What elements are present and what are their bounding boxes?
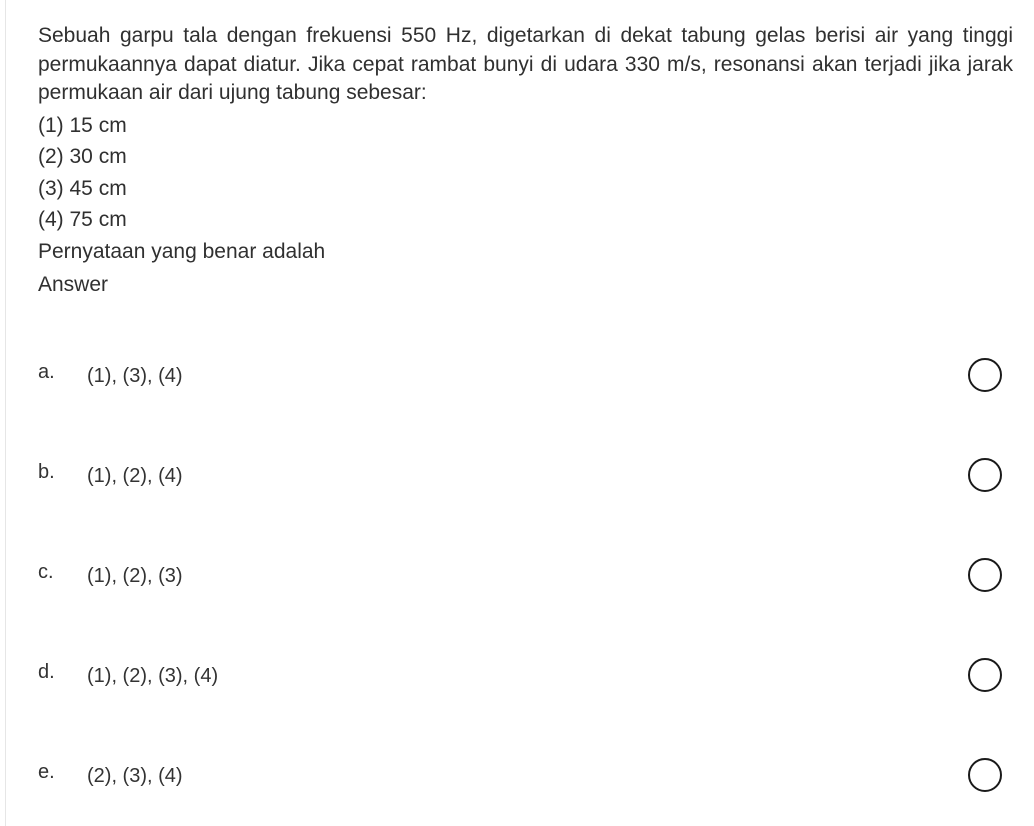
statement-item: (4) 75 cm (38, 208, 127, 231)
answer-options (0, 325, 1034, 825)
statement-item: (3) 45 cm (38, 176, 127, 200)
option-text: (1), (2), (3), (4) (87, 665, 219, 687)
question-prompt: Pernyataan yang benar adalah (38, 239, 326, 263)
option-b[interactable] (0, 425, 1034, 525)
option-letter: b. (38, 461, 55, 483)
question-text: Sebuah garpu tala dengan frekuensi 550 Hz, digetarkan di dekat tabung gelas berisi air yang tinggi permukaannya dapat diatur. Jika cepat rambat bunyi di udara 330 m/s, resonansi akan terjadi jika jarak permukaan air dari ujung tabung sebesar: (38, 24, 1013, 104)
radio-button[interactable] (968, 658, 1002, 692)
question-block (38, 22, 1013, 268)
radio-button[interactable] (968, 558, 1002, 592)
statement-item: (2) 30 cm (38, 145, 127, 168)
option-text: (2), (3), (4) (87, 765, 183, 787)
option-d[interactable] (0, 625, 1034, 725)
option-text: (1), (2), (4) (87, 465, 183, 487)
statement-item: (1) 15 cm (38, 113, 127, 137)
option-letter: d. (38, 661, 55, 683)
radio-button[interactable] (968, 758, 1002, 792)
radio-button[interactable] (968, 458, 1002, 492)
statement-list (38, 110, 1013, 236)
option-a[interactable] (0, 325, 1034, 425)
option-c[interactable] (0, 525, 1034, 625)
option-letter: c. (38, 561, 54, 583)
option-text: (1), (2), (3) (87, 565, 183, 587)
radio-button[interactable] (968, 358, 1002, 392)
option-e[interactable] (0, 725, 1034, 825)
option-letter: a. (38, 361, 55, 383)
option-letter: e. (38, 761, 55, 783)
answer-label: Answer (38, 273, 109, 296)
option-text: (1), (3), (4) (87, 365, 183, 387)
